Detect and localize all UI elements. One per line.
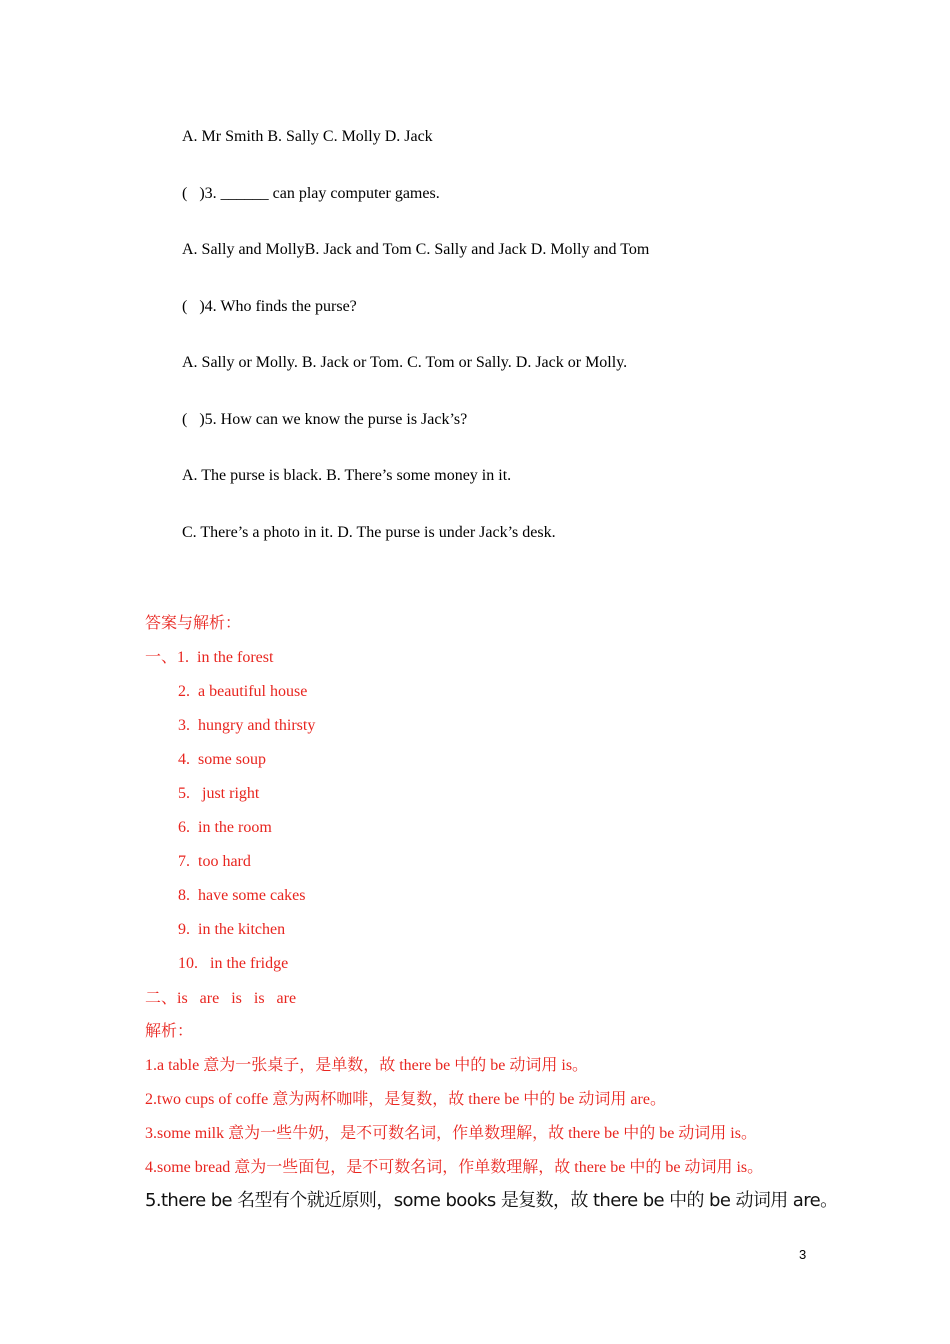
answer-item: 8. have some cakes	[178, 887, 306, 904]
analysis-last-line: 5.there be 名型有个就近原则，some books 是复数，故 there be 中的 be 动词用 are。	[145, 1190, 838, 1211]
answer-item: 4. some soup	[178, 751, 266, 768]
answer-part2: 二、is are is is are	[145, 990, 297, 1007]
question-3-stem: ( )3. ______ can play computer games.	[182, 185, 440, 202]
answer-item: 7. too hard	[178, 853, 251, 870]
answer-item: 5. just right	[178, 785, 260, 802]
page-number: 3	[799, 1247, 807, 1262]
answer-item: 2. a beautiful house	[178, 683, 308, 700]
answer-part1-first: 一、1. in the forest	[145, 649, 274, 666]
analysis-label: 解析：	[145, 1023, 194, 1040]
answer-item: 10. in the fridge	[178, 955, 289, 972]
answers-heading: 答案与解析：	[145, 615, 242, 632]
answer-item: 3. hungry and thirsty	[178, 717, 316, 734]
question-4-options: A. Sally or Molly. B. Jack or Tom. C. Tom or Sally. D. Jack or Molly.	[182, 354, 628, 371]
answer-item: 9. in the kitchen	[178, 921, 286, 938]
question-4-stem: ( )4. Who finds the purse?	[182, 298, 357, 315]
question-5-options-cd: C. There’s a photo in it. D. The purse is under Jack’s desk.	[182, 524, 556, 541]
question-5-options-ab: A. The purse is black. B. There’s some money in it.	[182, 467, 512, 484]
question-2-options: A. Mr Smith B. Sally C. Molly D. Jack	[182, 128, 433, 145]
analysis-line: 3.some milk 意为一些牛奶，是不可数名词，作单数理解，故 there be 中的 be 动词用 is。	[145, 1125, 757, 1142]
answer-item: 6. in the room	[178, 819, 272, 836]
question-5-stem: ( )5. How can we know the purse is Jack’s?	[182, 411, 468, 428]
analysis-line: 1.a table 意为一张桌子，是单数，故 there be 中的 be 动词用 is。	[145, 1057, 589, 1074]
analysis-line: 4.some bread 意为一些面包，是不可数名词，作单数理解，故 there be 中的 be 动词用 is。	[145, 1159, 764, 1176]
analysis-line: 2.two cups of coffe 意为两杯咖啡，是复数，故 there be 中的 be 动词用 are。	[145, 1091, 666, 1108]
question-3-options: A. Sally and MollyB. Jack and Tom C. Sally and Jack D. Molly and Tom	[182, 241, 650, 258]
